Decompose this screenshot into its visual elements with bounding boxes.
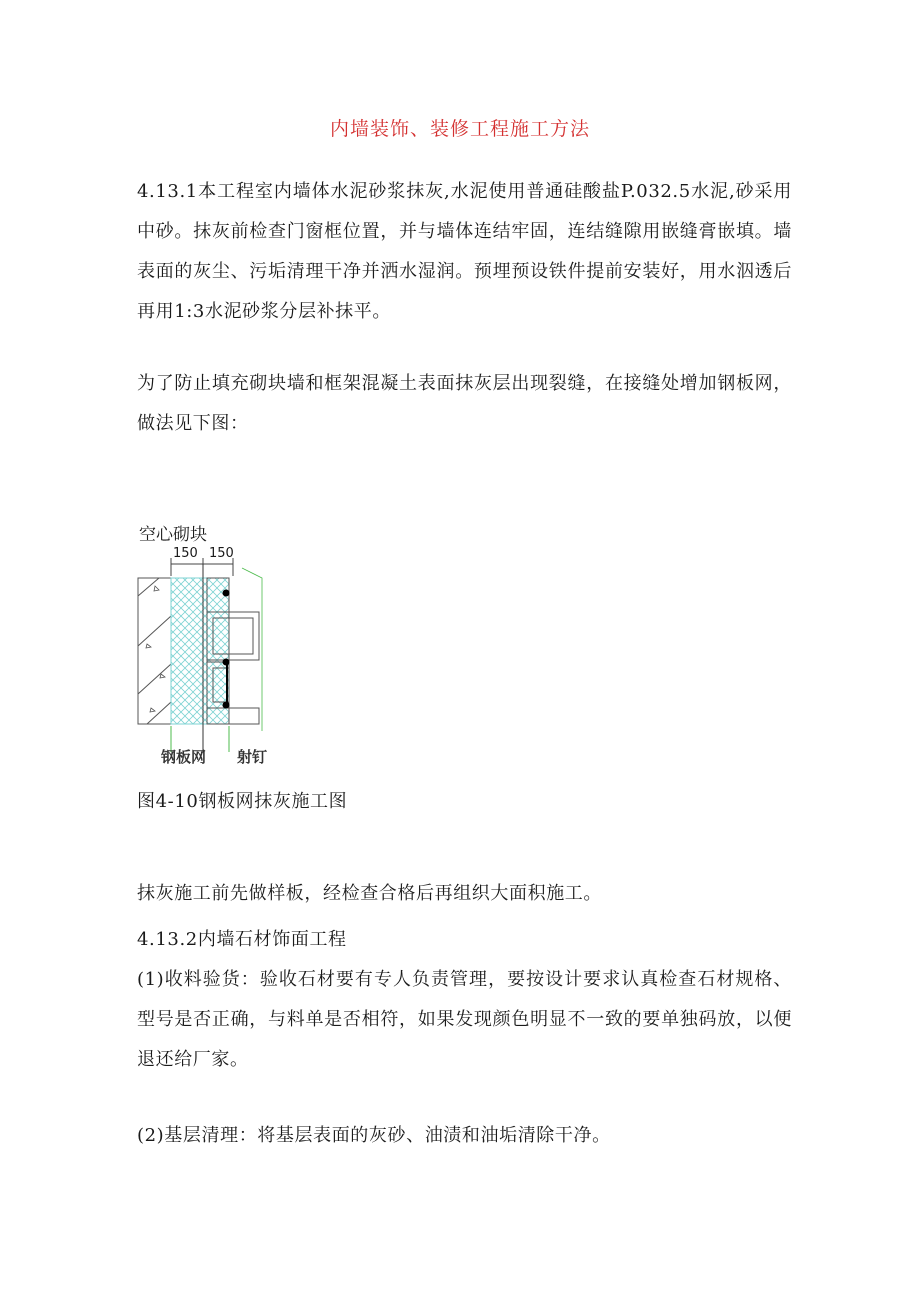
paragraph-base-cleaning: (2)基层清理：将基层表面的灰砂、油渍和油垢清除干净。	[137, 1125, 611, 1146]
document-title: 内墙装饰、装修工程施工方法	[329, 118, 590, 140]
mesh-label: 钢板网	[161, 748, 207, 766]
dimension-left-label: 150	[173, 546, 198, 561]
paragraph-plaster-spec: 4.13.1本工程室内墙体水泥砂浆抹灰,水泥使用普通硅酸盐P.032.5水泥,砂采用中砂。抹灰前检查门窗框位置，并与墙体连结牢固，连结缝隙用嵌缝膏嵌填。墙表面的灰尘、污垢清理干净并洒水湿润。预埋预设铁件提前安装好，用水泅透后再用1:3水泥砂浆分层补抹平。	[137, 181, 792, 322]
figure-caption: 图4-10钢板网抹灰施工图	[137, 791, 348, 812]
paragraph-receive-inspect: (1)收料验货：验收石材要有专人负责管理，要按设计要求认真检查石材规格、型号是否正确，与料单是否相符，如果发现颜色明显不一致的要单独码放，以便退还给厂家。	[137, 969, 792, 1070]
paragraph-sample-board: 抹灰施工前先做样板，经检查合格后再组织大面积施工。	[137, 883, 602, 904]
nail-label: 射钉	[237, 748, 268, 766]
mesh-plaster-diagram	[137, 516, 287, 776]
section-heading-stone: 4.13.2内墙石材饰面工程	[137, 929, 347, 950]
figure-top-label: 空心砌块	[139, 525, 207, 545]
dimension-right-label: 150	[209, 546, 234, 561]
paragraph-mesh-intro: 为了防止填充砌块墙和框架混凝土表面抹灰层出现裂缝，在接缝处增加钢板网，做法见下图：	[137, 373, 792, 434]
